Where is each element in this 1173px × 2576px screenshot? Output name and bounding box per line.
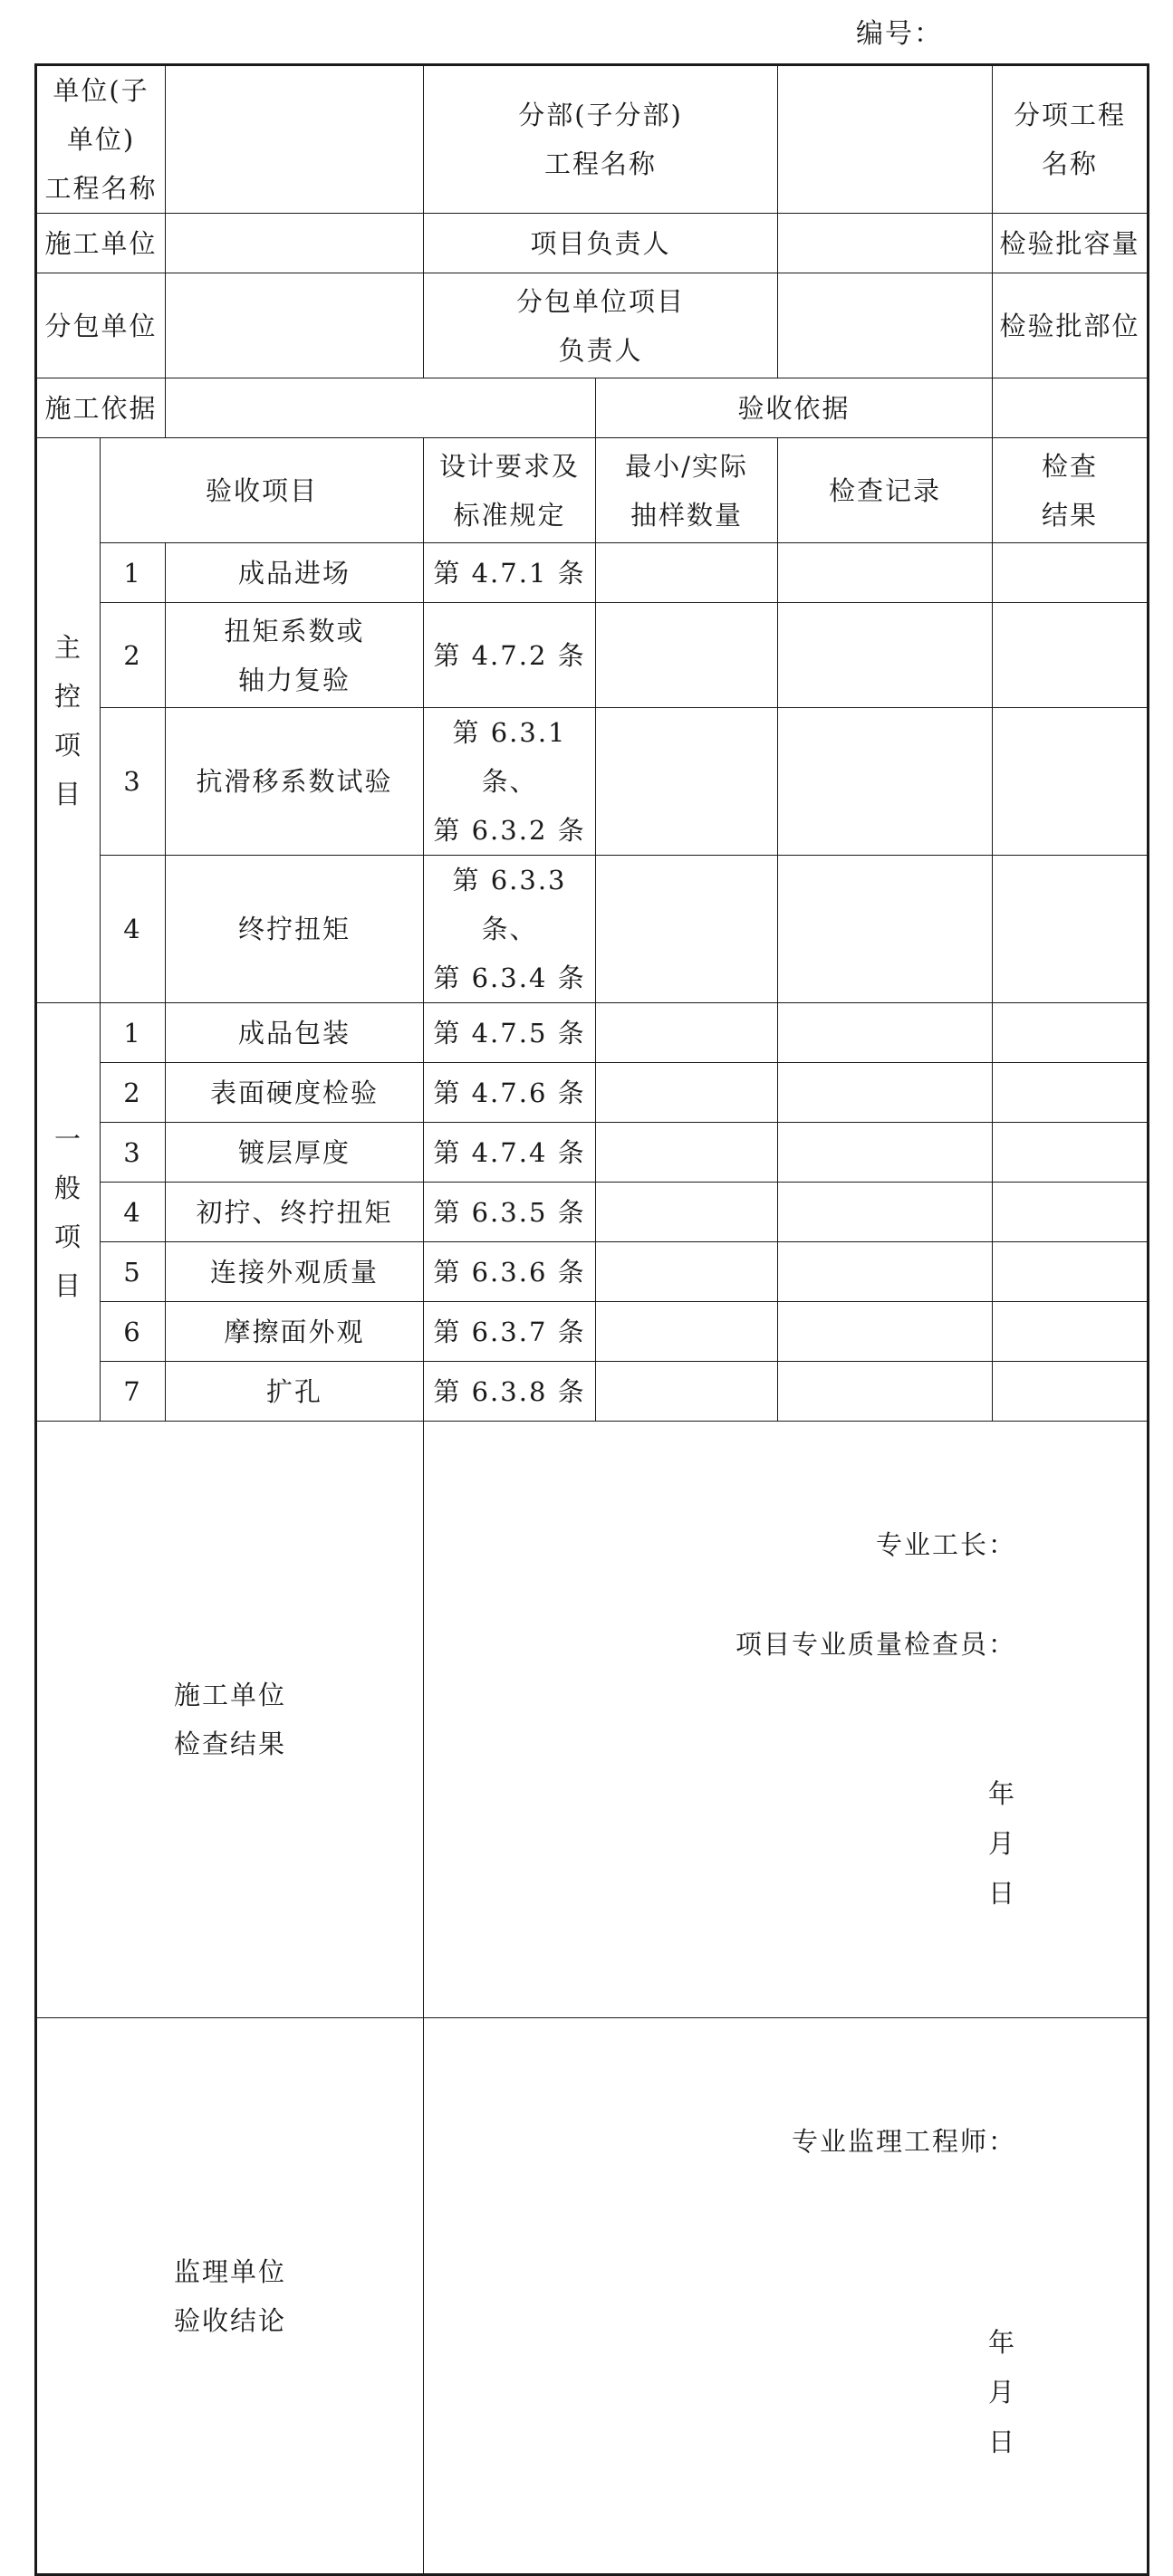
inspection-result-cell[interactable] [993,543,1149,603]
table-row [36,1242,1149,1302]
row-item: 扭矩系数或 轴力复验 [166,603,424,708]
division-name-label: 分部(子分部) 工程名称 [424,65,778,214]
row-item: 镀层厚度 [166,1123,424,1183]
sample-quantity-cell[interactable] [596,1003,778,1063]
unit-name-field[interactable] [166,65,424,214]
row-item: 连接外观质量 [166,1242,424,1302]
inspection-result-cell[interactable] [993,603,1149,708]
inspection-record-cell[interactable] [778,1183,993,1242]
sample-quantity-cell[interactable] [596,1183,778,1242]
inspection-record-cell[interactable] [778,1003,993,1063]
inspection-record-cell[interactable] [778,1123,993,1183]
inspection-record-cell[interactable] [778,603,993,708]
batch-location-label: 检验批部位 [993,273,1149,378]
design-requirement-header: 设计要求及 标准规定 [424,438,596,543]
day-label: 日 [988,2427,1017,2457]
day-label: 日 [988,1878,1017,1909]
row-standard: 第 4.7.6 条 [424,1063,596,1123]
supervision-label: 监理单位 验收结论 [36,2018,424,2575]
inspection-result-cell[interactable] [993,1003,1149,1063]
construction-basis-field[interactable] [166,378,596,438]
construction-check-label: 施工单位 检查结果 [36,1422,424,2018]
table-row [36,1003,1149,1063]
inspection-result-cell[interactable] [993,708,1149,856]
table-row [36,1063,1149,1123]
sample-quantity-cell[interactable] [596,1362,778,1422]
month-label: 月 [988,1828,1017,1859]
row-number: 1 [101,1003,166,1063]
construction-basis-label: 施工依据 [36,378,166,438]
construction-unit-label: 施工单位 [36,214,166,273]
construction-check-date [428,1719,1016,1919]
inspection-record-cell[interactable] [778,543,993,603]
inspection-result-cell[interactable] [993,856,1149,1003]
row-standard: 第 4.7.4 条 [424,1123,596,1183]
row-number: 4 [101,856,166,1003]
year-label: 年 [988,2327,1017,2358]
sample-quantity-cell[interactable] [596,543,778,603]
sample-quantity-cell[interactable] [596,1242,778,1302]
inspection-result-cell[interactable] [993,1242,1149,1302]
table-row [36,603,1149,708]
row-item: 成品进场 [166,543,424,603]
construction-check-signature-area[interactable] [424,1422,1149,2018]
row-number: 4 [101,1183,166,1242]
inspection-record-cell[interactable] [778,1302,993,1362]
inspection-result-cell[interactable] [993,1362,1149,1422]
sample-quantity-header: 最小/实际 抽样数量 [596,438,778,543]
unit-name-label: 单位(子单位) 工程名称 [36,65,166,214]
main-control-label: 主 控 项 目 [36,438,101,1003]
quality-inspector-label: 项目专业质量检查员： [736,1629,1017,1660]
subcontractor-manager-field[interactable] [778,273,993,378]
row-standard: 第 4.7.1 条 [424,543,596,603]
inspection-record-cell[interactable] [778,1242,993,1302]
inspection-record-header: 检查记录 [778,438,993,543]
sample-quantity-cell[interactable] [596,1123,778,1183]
row-number: 5 [101,1242,166,1302]
general-items-label: 一 般 项 目 [36,1003,101,1422]
row-number: 7 [101,1362,166,1422]
month-label: 月 [988,2377,1017,2408]
row-number: 6 [101,1302,166,1362]
inspection-result-cell[interactable] [993,1302,1149,1362]
sample-quantity-cell[interactable] [596,603,778,708]
inspection-record-cell[interactable] [778,1063,993,1123]
row-item: 表面硬度检验 [166,1063,424,1123]
row-standard: 第 6.3.1 条、 第 6.3.2 条 [424,708,596,856]
row-item: 摩擦面外观 [166,1302,424,1362]
table-row [36,543,1149,603]
inspection-record-cell[interactable] [778,856,993,1003]
serial-number-label: 编号： [856,18,943,50]
row-item: 扩孔 [166,1362,424,1422]
row-item: 抗滑移系数试验 [166,708,424,856]
row-number: 3 [101,708,166,856]
subcontractor-manager-label: 分包单位项目 负责人 [424,273,778,378]
row-item: 初拧、终拧扭矩 [166,1183,424,1242]
inspection-result-header: 检查 结果 [993,438,1149,543]
row-standard: 第 6.3.5 条 [424,1183,596,1242]
table-row [36,1183,1149,1242]
row-item: 终拧扭矩 [166,856,424,1003]
row-number: 2 [101,1063,166,1123]
table-row [36,1302,1149,1362]
acceptance-basis-label: 验收依据 [596,378,993,438]
inspection-result-cell[interactable] [993,1123,1149,1183]
row-number: 2 [101,603,166,708]
project-manager-field[interactable] [778,214,993,273]
row-standard: 第 6.3.7 条 [424,1302,596,1362]
row-standard: 第 4.7.5 条 [424,1003,596,1063]
table-row [36,856,1149,1003]
row-standard: 第 4.7.2 条 [424,603,596,708]
table-row [36,1123,1149,1183]
foreman-label: 专业工长： [876,1529,1017,1560]
table-row [36,1362,1149,1422]
inspection-result-cell[interactable] [993,1183,1149,1242]
inspection-record-cell[interactable] [778,708,993,856]
supervising-engineer-label: 专业监理工程师： [792,2126,1017,2157]
sample-quantity-cell[interactable] [596,1302,778,1362]
row-number: 3 [101,1123,166,1183]
supervision-signature-area[interactable] [424,2018,1149,2575]
inspection-result-cell[interactable] [993,1063,1149,1123]
row-standard: 第 6.3.8 条 [424,1362,596,1422]
sample-quantity-cell[interactable] [596,856,778,1003]
division-name-field[interactable] [778,65,993,214]
project-manager-label: 项目负责人 [424,214,778,273]
acceptance-basis-field[interactable] [993,378,1149,438]
supervision-date [428,2268,1016,2467]
inspection-form-table [34,63,1149,2576]
batch-capacity-label: 检验批容量 [993,214,1149,273]
sample-quantity-cell[interactable] [596,708,778,856]
acceptance-item-header: 验收项目 [101,438,424,543]
table-row [36,708,1149,856]
sample-quantity-cell[interactable] [596,1063,778,1123]
row-item: 成品包装 [166,1003,424,1063]
item-name-label: 分项工程 名称 [993,65,1149,214]
inspection-record-cell[interactable] [778,1362,993,1422]
row-standard: 第 6.3.3 条、 第 6.3.4 条 [424,856,596,1003]
subcontractor-field[interactable] [166,273,424,378]
year-label: 年 [988,1778,1017,1809]
construction-unit-field[interactable] [166,214,424,273]
row-number: 1 [101,543,166,603]
row-standard: 第 6.3.6 条 [424,1242,596,1302]
subcontractor-label: 分包单位 [36,273,166,378]
